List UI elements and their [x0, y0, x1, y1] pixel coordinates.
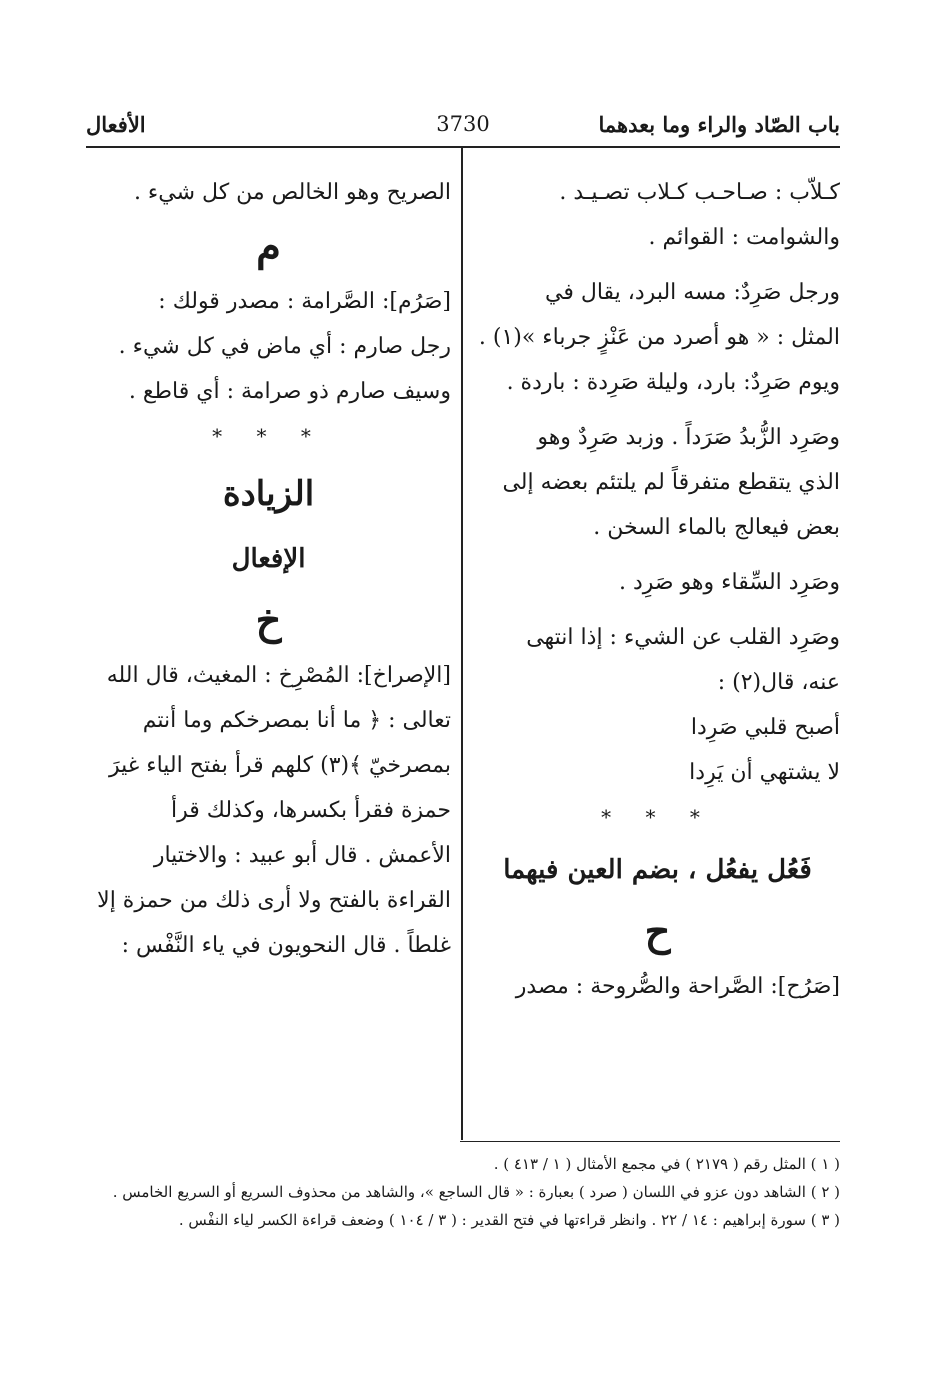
letter-heading: خ	[255, 597, 282, 644]
text-line: عنه، قال(٢) :	[717, 670, 840, 695]
section-separator: * * *	[601, 805, 714, 829]
section-running-title: الأفعال	[86, 112, 146, 137]
text-line: [الإصراخ]: المُصْرِخ : المغيث، قال الله	[106, 663, 451, 688]
text-line: ورجل صَرِدٌ: مسه البرد، يقال في	[545, 280, 840, 305]
text-line: حمزة فقرأ بكسرها، وكذلك قرأ	[171, 798, 451, 823]
text-line: بعض فيعالج بالماء السخن .	[593, 515, 840, 540]
column-divider	[461, 148, 463, 1140]
verse-line: أصبح قلبي صَرِدا	[690, 715, 840, 740]
text-line: وصَرِد القلب عن الشيء : إذا انتهى	[526, 625, 840, 650]
footnote-rule	[460, 1141, 840, 1142]
text-line: وصَرِد الزُّبدُ صَرَداً . وزبد صَرِدٌ وهو	[537, 425, 840, 450]
page-number: 3730	[436, 112, 490, 136]
text-line: تعالى : ﴿ ما أنا بمصرخكم وما أنتم	[142, 708, 451, 733]
text-line: الصريح وهو الخالص من كل شيء .	[133, 180, 451, 205]
letter-heading: م	[256, 223, 281, 270]
verse-line: لا يشتهي أن يَرِدا	[689, 760, 840, 785]
text-line: وصَرِد السِّقاء وهو صَرِد .	[618, 570, 840, 595]
text-line: الذي يتقطع متفرقاً لم يلتئم بعضه إلى	[502, 470, 840, 495]
footnote: ( ١ ) المثل رقم ( ٢١٧٩ ) في مجمع الأمثال ( ١ / ٤١٣ ) .	[493, 1155, 840, 1173]
text-line: والشوامت : القوائم .	[648, 225, 840, 250]
footnotes	[86, 1150, 840, 1234]
text-line: [صَرُم]: الصَّرامة : مصدر قولك :	[158, 289, 451, 314]
text-line: رجل صارم : أي ماض في كل شيء .	[118, 334, 451, 359]
text-line: الأعمش . قال أبو عبيد : والاختيار	[153, 843, 451, 868]
text-line: وسيف صارم ذو صرامة : أي قاطع .	[128, 379, 451, 404]
text-line: [صَرُح]: الصَّراحة والصُّروحة : مصدر	[515, 974, 840, 999]
header-rule	[86, 146, 840, 148]
left-column	[86, 170, 451, 968]
letter-heading: ح	[644, 908, 671, 955]
page-header	[86, 112, 840, 148]
section-separator: * * *	[212, 424, 325, 448]
footnote: ( ٢ ) الشاهد دون عزو في اللسان ( صرد ) بعبارة : « قال الساجع »، والشاهد من محذوف السريع أو السريع الخامس .	[112, 1183, 840, 1201]
chapter-heading: الإفعال	[231, 544, 306, 574]
text-line: بمصرخيّ ﴾(٣) كلهم قرأ بفتح الياء غيرَ	[108, 753, 451, 778]
part-heading: الزيادة	[222, 474, 315, 514]
text-line: غلطاً . قال النحويون في ياء النَّفْس :	[121, 933, 451, 958]
footnote: ( ٣ ) سورة إبراهيم : ١٤ / ٢٢ . وانظر قراءتها في فتح القدير : ( ٣ / ١٠٤ ) وضعف قراءة الكسر لياء النفْس .	[178, 1211, 840, 1229]
section-heading: فَعُل يفعُل ، بضم العين فيهما	[503, 855, 812, 885]
text-line: المثل : « هو أصرد من عَنْزٍ جرباء »(١) .	[478, 325, 840, 350]
text-line: القراءة بالفتح ولا أرى ذلك من حمزة إلا	[97, 888, 451, 913]
text-line: ويوم صَرِدٌ: بارد، وليلة صَرِدة : باردة .	[506, 370, 840, 395]
right-column	[475, 170, 840, 1009]
chapter-title: باب الصّاد والراء وما بعدهما	[598, 112, 840, 137]
text-line: كـلاّب : صـاحـب كـلاب تصـيـد .	[559, 180, 840, 205]
